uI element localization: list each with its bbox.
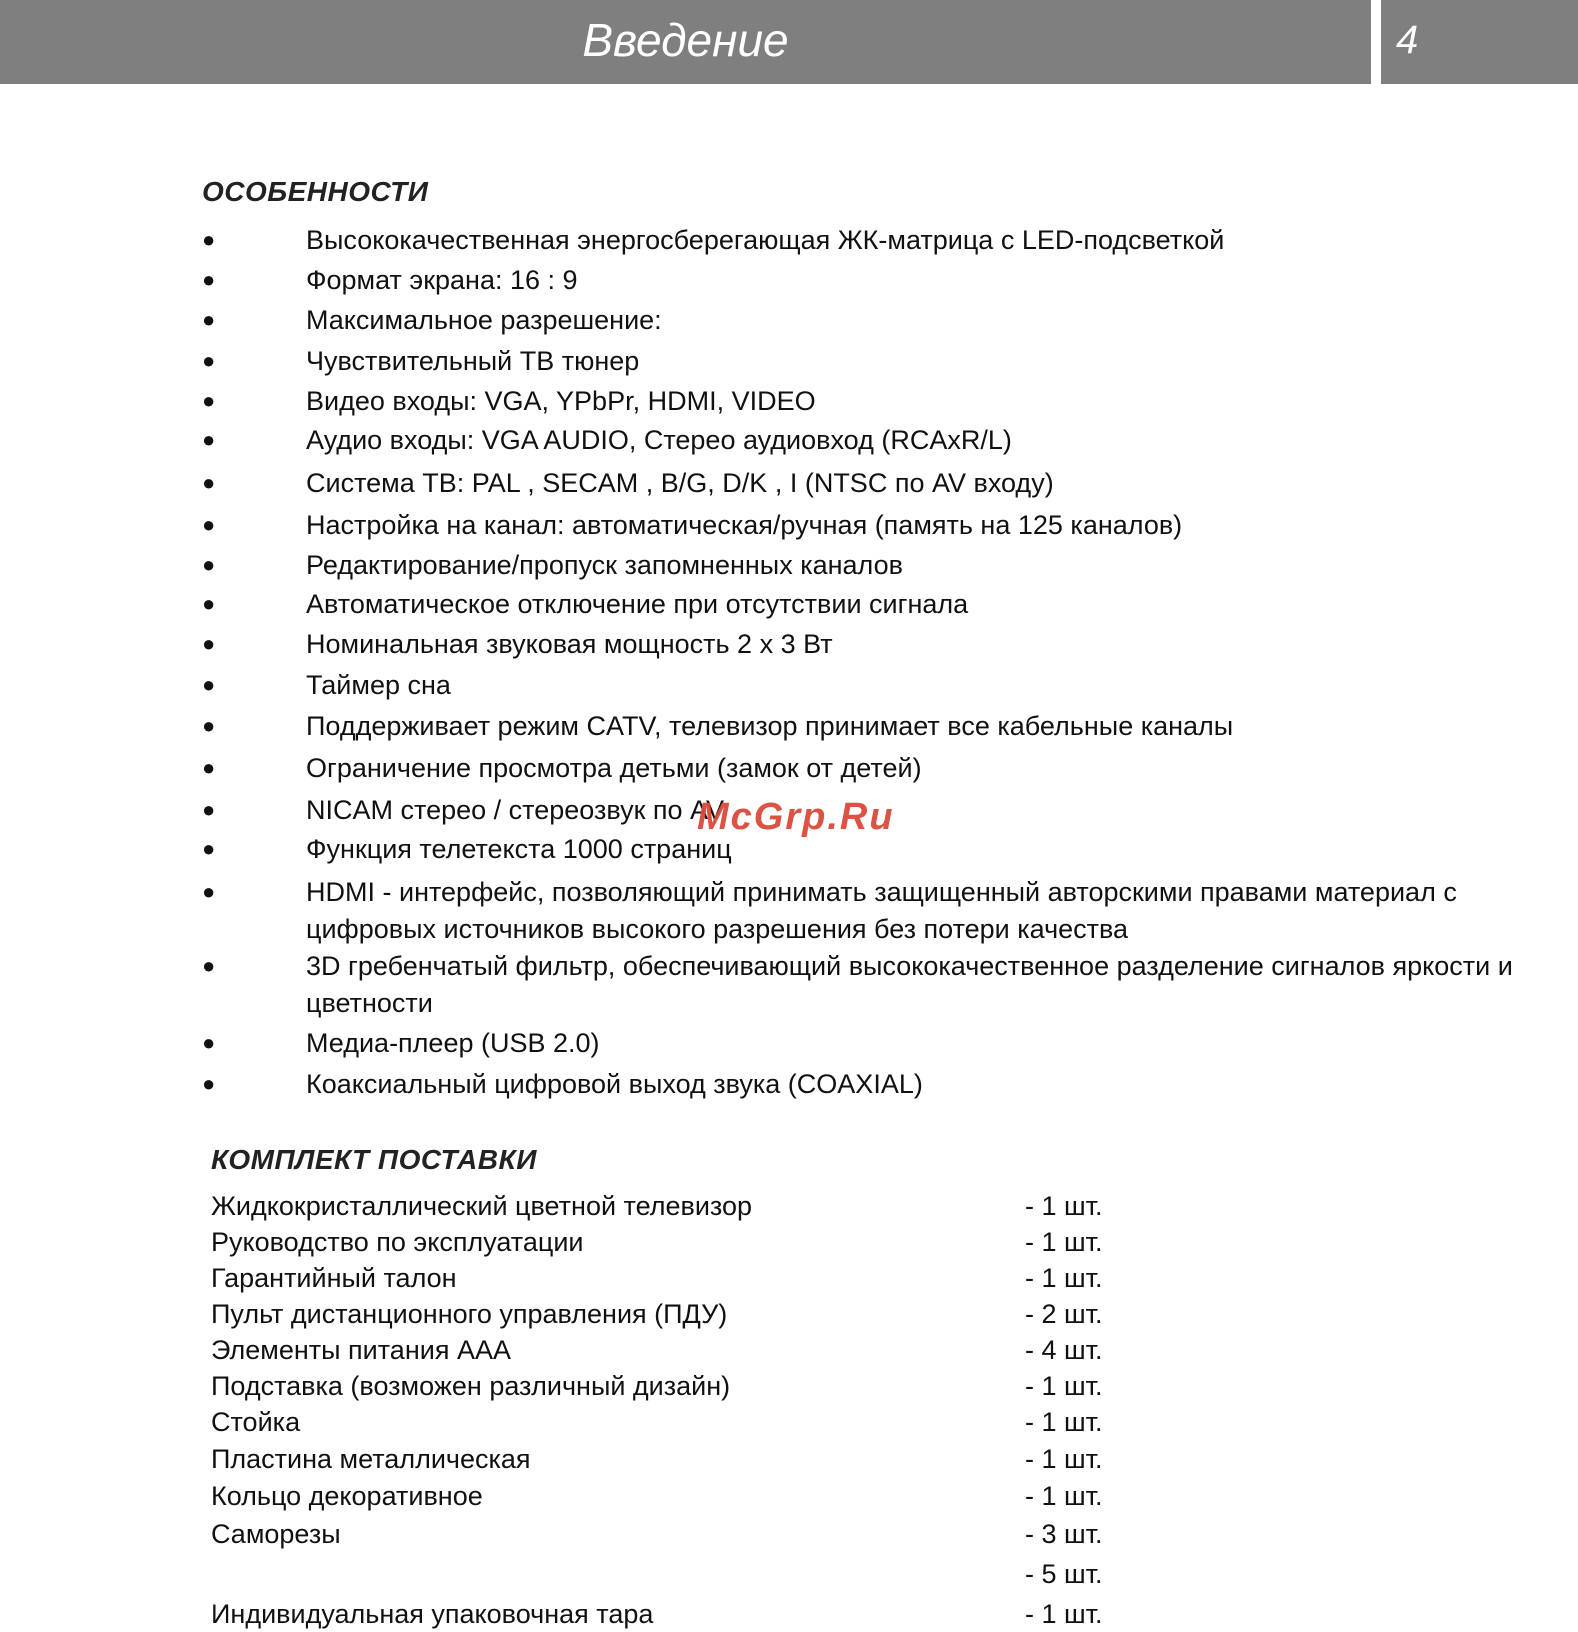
table-row (0, 1224, 1578, 1260)
table-row (0, 1404, 1578, 1440)
package-item: Кольцо декоративное (211, 1481, 483, 1511)
table-row (0, 1332, 1578, 1368)
header-bar (0, 0, 1371, 84)
bullet-icon: ● (202, 879, 216, 904)
bullet-icon: ● (202, 348, 216, 373)
bullet-icon: ● (202, 427, 216, 452)
package-qty: - 1 шт. (1025, 1191, 1103, 1221)
table-row (0, 1478, 1578, 1514)
bullet-icon: ● (202, 631, 216, 656)
package-item: Стойка (211, 1407, 301, 1437)
package-qty: - 1 шт. (1025, 1371, 1103, 1401)
bullet-icon: ● (202, 953, 216, 978)
bullet-icon: ● (202, 713, 216, 738)
table-row (0, 1556, 1578, 1592)
features-title: ОСОБЕННОСТИ (202, 176, 429, 207)
bullet-icon: ● (202, 591, 216, 616)
package-qty: - 1 шт. (1025, 1481, 1103, 1511)
package-item: Саморезы (211, 1519, 341, 1549)
bullet-icon: ● (202, 672, 216, 697)
bullet-icon: ● (202, 1071, 216, 1096)
bullet-icon: ● (202, 227, 216, 252)
table-row (0, 1516, 1578, 1552)
package-item: Жидкокристаллический цветной телевизор (211, 1191, 753, 1221)
package-qty: - 1 шт. (1025, 1227, 1103, 1257)
package-qty: - 1 шт. (1025, 1599, 1103, 1629)
bullet-icon: ● (202, 307, 216, 332)
page-number-box (1381, 0, 1578, 84)
bullet-icon: ● (202, 388, 216, 413)
package-qty: - 5 шт. (1025, 1559, 1103, 1589)
table-row (0, 1596, 1578, 1632)
package-item: Пластина металлическая (211, 1444, 531, 1474)
bullet-icon: ● (202, 797, 216, 822)
table-row (0, 1368, 1578, 1404)
package-qty: - 4 шт. (1025, 1335, 1103, 1365)
page-title: Введение (582, 14, 789, 66)
package-item: Элементы питания ААА (211, 1335, 511, 1365)
bullet-icon: ● (202, 267, 216, 292)
bullet-icon: ● (202, 512, 216, 537)
package-title: КОМПЛЕКТ ПОСТАВКИ (211, 1144, 537, 1175)
bullet-icon: ● (202, 836, 216, 861)
page-number: 4 (1396, 18, 1419, 62)
package-qty: - 2 шт. (1025, 1299, 1103, 1329)
package-qty: - 1 шт. (1025, 1444, 1103, 1474)
bullet-icon: ● (202, 552, 216, 577)
package-qty: - 1 шт. (1025, 1263, 1103, 1293)
package-qty: - 3 шт. (1025, 1519, 1103, 1549)
bullet-icon: ● (202, 470, 216, 495)
table-row (0, 1260, 1578, 1296)
bullet-icon: ● (202, 1030, 216, 1055)
bullet-icon: ● (202, 755, 216, 780)
package-item: Пульт дистанционного управления (ПДУ) (211, 1299, 728, 1329)
package-qty: - 1 шт. (1025, 1407, 1103, 1437)
package-item: Индивидуальная упаковочная тара (211, 1599, 654, 1629)
package-item: Подставка (возможен различный дизайн) (211, 1371, 731, 1401)
watermark: McGrp.Ru (697, 796, 895, 838)
table-row (0, 1296, 1578, 1332)
table-row (0, 1441, 1578, 1477)
package-item: Гарантийный талон (211, 1263, 457, 1293)
package-item: Руководство по эксплуатации (211, 1227, 584, 1257)
table-row (0, 1188, 1578, 1224)
